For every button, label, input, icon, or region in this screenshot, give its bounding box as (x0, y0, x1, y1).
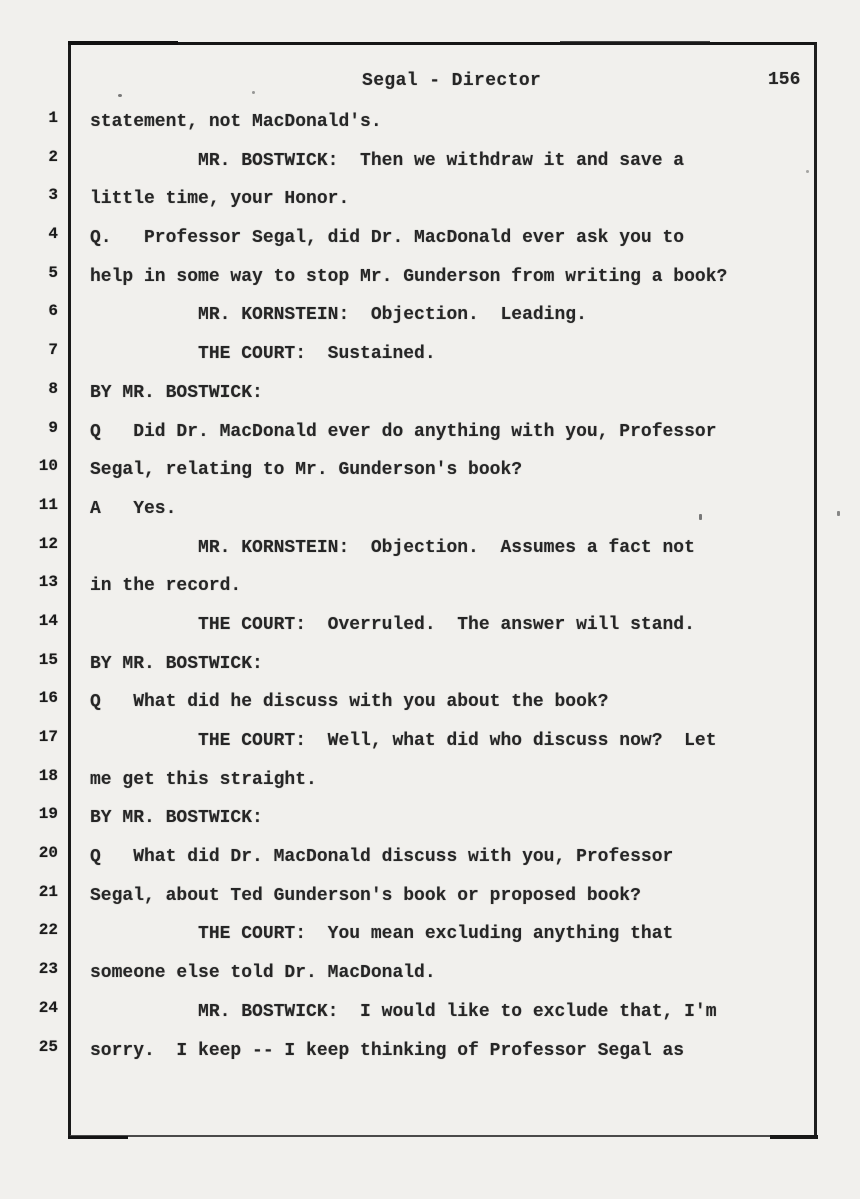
line-number: 1 (48, 109, 58, 127)
page-number: 156 (768, 70, 801, 90)
line-number: 9 (48, 418, 58, 437)
line-number: 2 (48, 147, 58, 166)
line-number: 6 (48, 302, 58, 321)
line-number: 14 (38, 611, 58, 630)
transcript-line: THE COURT: You mean excluding anything that (90, 924, 674, 945)
line-number: 22 (38, 921, 58, 940)
transcript-line: MR. BOSTWICK: Then we withdraw it and save a (90, 150, 685, 171)
transcript-line: Q. Professor Segal, did Dr. MacDonald ever ask you to (90, 228, 685, 249)
transcript-line: statement, not MacDonald's. (90, 112, 382, 132)
line-number: 19 (38, 805, 58, 824)
transcript-line: in the record. (90, 576, 242, 597)
line-number-gutter (0, 99, 58, 1066)
line-number: 16 (38, 689, 58, 708)
line-number: 18 (38, 766, 58, 785)
transcript-line: THE COURT: Sustained. (90, 344, 436, 365)
scan-speck (699, 514, 702, 520)
transcript-line: Segal, about Ted Gunderson's book or proposed book? (90, 885, 641, 906)
transcript-line: Q What did Dr. MacDonald discuss with you, Professor (90, 847, 674, 868)
line-number: 4 (48, 225, 58, 244)
line-number: 7 (48, 341, 58, 360)
transcript-body (90, 103, 810, 1070)
transcript-line: Q What did he discuss with you about the book? (90, 692, 609, 713)
line-number: 5 (48, 263, 58, 282)
rule-artifact (770, 1135, 818, 1139)
rule-artifact (560, 41, 710, 45)
transcript-line: A Yes. (90, 498, 177, 519)
transcript-line: MR. KORNSTEIN: Objection. Assumes a fact not (90, 537, 695, 558)
page-title: Segal - Director (362, 71, 542, 91)
line-number: 8 (48, 379, 58, 398)
transcript-line: Segal, relating to Mr. Gunderson's book? (90, 460, 523, 481)
scan-speck (806, 170, 809, 173)
rule-artifact (68, 1136, 128, 1139)
scan-speck (837, 511, 840, 516)
rule-artifact (68, 41, 178, 45)
line-number: 15 (38, 650, 58, 669)
transcript-line: me get this straight. (90, 769, 317, 790)
transcript-line: BY MR. BOSTWICK: (90, 382, 263, 403)
transcript-line: BY MR. BOSTWICK: (90, 808, 263, 829)
line-number: 3 (48, 186, 58, 205)
transcript-line: someone else told Dr. MacDonald. (90, 963, 436, 984)
scan-speck (252, 91, 255, 94)
transcript-line: BY MR. BOSTWICK: (90, 653, 263, 674)
line-number: 21 (38, 882, 58, 901)
line-number: 20 (38, 844, 58, 863)
transcript-line: Q Did Dr. MacDonald ever do anything with you, Professor (90, 421, 717, 442)
transcript-line: sorry. I keep -- I keep thinking of Professor Segal as (90, 1040, 685, 1061)
scan-speck (118, 94, 122, 97)
line-number: 25 (38, 1037, 58, 1056)
transcript-line: MR. KORNSTEIN: Objection. Leading. (90, 305, 587, 326)
line-number: 13 (38, 573, 58, 592)
line-number: 12 (38, 534, 58, 553)
line-number: 10 (38, 457, 58, 476)
transcript-line: THE COURT: Well, what did who discuss now? Let (90, 731, 717, 751)
transcript-line: THE COURT: Overruled. The answer will stand. (90, 614, 695, 635)
transcript-line: help in some way to stop Mr. Gunderson from writing a book? (90, 266, 728, 287)
line-number: 17 (38, 728, 58, 746)
transcript-line: MR. BOSTWICK: I would like to exclude that, I'm (90, 1001, 717, 1022)
line-number: 23 (38, 960, 58, 979)
line-number: 11 (38, 495, 58, 514)
line-number: 24 (38, 998, 58, 1017)
transcript-line: little time, your Honor. (90, 189, 350, 210)
